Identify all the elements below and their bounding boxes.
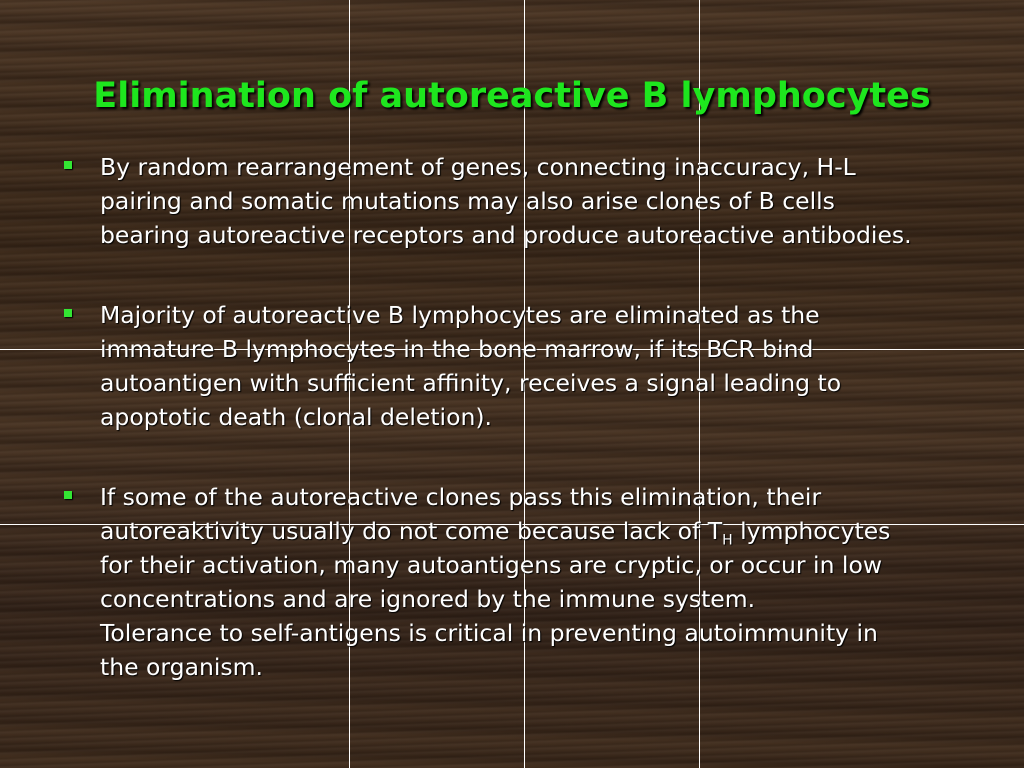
subscript-h: H — [722, 532, 733, 549]
bullet-line: bearing autoreactive receptors and produce autoreactive antibodies. — [100, 221, 912, 249]
slide-title: Elimination of autoreactive B lymphocytes — [93, 76, 931, 116]
bullet-item — [60, 480, 960, 684]
bullet-line: apoptotic death (clonal deletion). — [100, 403, 492, 431]
bullet-line: By random rearrangement of genes, connecting inaccuracy, H-L — [100, 153, 856, 181]
bullet-line-text: autoreaktivity usually do not come because lack of T — [100, 517, 723, 545]
bullet-line: If some of the autoreactive clones pass this elimination, their — [100, 483, 822, 511]
bullet-line: Majority of autoreactive B lymphocytes are eliminated as the — [100, 301, 820, 329]
bullet-list — [60, 150, 960, 684]
square-bullet-icon — [64, 161, 72, 169]
bullet-line: the organism. — [100, 653, 264, 681]
bullet-line-text: lymphocytes — [732, 517, 891, 545]
bullet-line — [100, 514, 960, 548]
bullet-line: pairing and somatic mutations may also arise clones of B cells — [100, 187, 835, 215]
bullet-line: for their activation, many autoantigens are cryptic, or occur in low — [100, 551, 883, 579]
bullet-line: immature B lymphocytes in the bone marrow, if its BCR bind — [100, 335, 814, 363]
bullet-line: concentrations and are ignored by the immune system. — [100, 585, 756, 613]
bullet-line: Tolerance to self-antigens is critical in preventing autoimmunity in — [100, 619, 878, 647]
bullet-line: autoantigen with sufficient affinity, receives a signal leading to — [100, 369, 842, 397]
square-bullet-icon — [64, 491, 72, 499]
bullet-item — [60, 298, 960, 434]
bullet-item — [60, 150, 960, 252]
square-bullet-icon — [64, 309, 72, 317]
